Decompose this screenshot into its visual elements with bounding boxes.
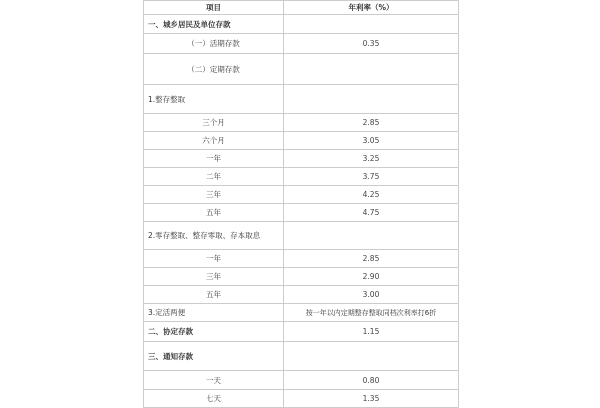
empty-cell: [284, 222, 459, 250]
table-row: [144, 250, 459, 268]
table-row: [144, 222, 459, 250]
section-title: 一、城乡居民及单位存款: [144, 15, 284, 34]
table-row: [144, 268, 459, 286]
table-row: [144, 204, 459, 222]
row-label: 2.零存整取、整存零取、存本取息: [144, 222, 284, 250]
table-row: [144, 150, 459, 168]
row-rate: 0.35: [284, 34, 459, 54]
empty-cell: [284, 342, 459, 371]
row-label: 七天: [144, 390, 284, 408]
row-label: 三年: [144, 186, 284, 204]
table-row: [144, 168, 459, 186]
row-rate: 1.15: [284, 322, 459, 342]
row-rate: 3.25: [284, 150, 459, 168]
table-row: [144, 304, 459, 322]
table-row: [144, 114, 459, 132]
empty-cell: [284, 54, 459, 85]
row-label: 五年: [144, 286, 284, 304]
row-rate: 1.35: [284, 390, 459, 408]
row-note: 按一年以内定期整存整取同档次利率打6折: [284, 304, 459, 322]
table-row: [144, 15, 459, 34]
table-row: [144, 34, 459, 54]
row-rate: 4.25: [284, 186, 459, 204]
table-header-row: [144, 1, 459, 15]
table-row: [144, 286, 459, 304]
table-row: [144, 132, 459, 150]
row-label: 3.定活两便: [144, 304, 284, 322]
deposit-rate-table: [143, 0, 459, 408]
header-rate: 年利率（%）: [284, 1, 459, 15]
table-row: [144, 322, 459, 342]
table-row: [144, 342, 459, 371]
row-rate: 2.90: [284, 268, 459, 286]
row-rate: 3.05: [284, 132, 459, 150]
section-title: 三、通知存款: [144, 342, 284, 371]
table-row: [144, 371, 459, 390]
row-label: 二年: [144, 168, 284, 186]
row-label: 一年: [144, 250, 284, 268]
row-label: （一）活期存款: [144, 34, 284, 54]
empty-cell: [284, 15, 459, 34]
row-rate: 0.80: [284, 371, 459, 390]
row-label: 一年: [144, 150, 284, 168]
table-row: [144, 390, 459, 408]
row-rate: 4.75: [284, 204, 459, 222]
header-item: 项目: [144, 1, 284, 15]
empty-cell: [284, 85, 459, 114]
row-label: （二）定期存款: [144, 54, 284, 85]
row-rate: 2.85: [284, 250, 459, 268]
row-label: 三年: [144, 268, 284, 286]
row-label: 1.整存整取: [144, 85, 284, 114]
row-rate: 3.75: [284, 168, 459, 186]
row-rate: 3.00: [284, 286, 459, 304]
table-row: [144, 54, 459, 85]
row-label: 六个月: [144, 132, 284, 150]
section-title: 二、协定存款: [144, 322, 284, 342]
row-label: 五年: [144, 204, 284, 222]
table-row: [144, 85, 459, 114]
row-label: 一天: [144, 371, 284, 390]
row-label: 三个月: [144, 114, 284, 132]
table-row: [144, 186, 459, 204]
row-rate: 2.85: [284, 114, 459, 132]
